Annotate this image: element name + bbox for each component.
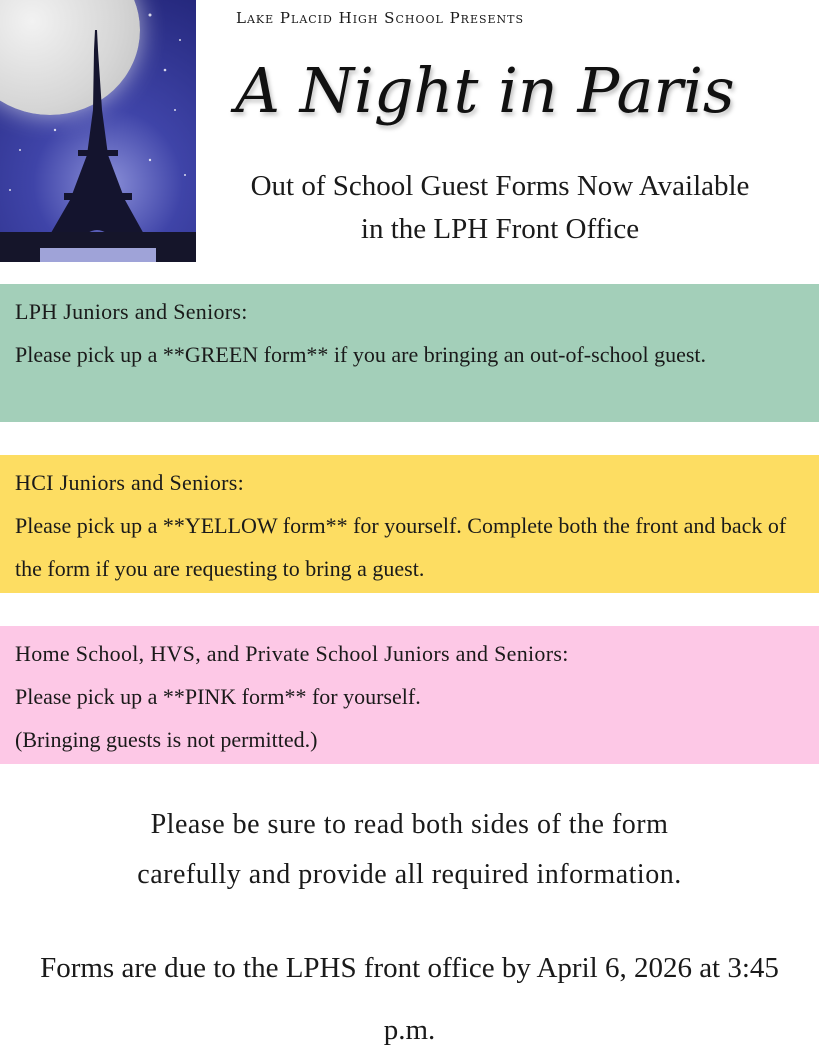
hci-section <box>0 455 819 593</box>
subtitle <box>200 165 800 251</box>
section-heading: Home School, HVS, and Private School Juniors and Seniors: <box>15 641 569 666</box>
section-body: Please pick up a **PINK form** for yourself. <box>15 684 421 709</box>
section-body: Please pick up a **YELLOW form** for yourself. Complete both the front and back of the form if you are requesting to bring a guest. <box>15 513 787 581</box>
eiffel-tower-moon-image <box>0 0 196 262</box>
subtitle-line-2: in the LPH Front Office <box>360 213 640 245</box>
section-heading: LPH Juniors and Seniors: <box>15 299 248 324</box>
event-title: A Night in Paris <box>235 54 735 127</box>
presenter-line: Lake Placid High School Presents <box>236 9 525 27</box>
subtitle-line-1: Out of School Guest Forms Now Available <box>250 170 750 202</box>
lph-section <box>0 284 819 422</box>
reminder-text <box>0 800 819 900</box>
due-date-continued: p.m. <box>383 1014 436 1046</box>
section-note: (Bringing guests is not permitted.) <box>15 727 318 752</box>
section-heading: HCI Juniors and Seniors: <box>15 470 245 495</box>
due-date-text: Forms are due to the LPHS front office by April 6, 2026 at 3:45 <box>40 952 779 984</box>
homeschool-section <box>0 626 819 764</box>
reminder-line-2: carefully and provide all required information. <box>137 859 682 890</box>
section-body: Please pick up a **GREEN form** if you are bringing an out-of-school guest. <box>15 342 707 367</box>
eiffel-tower-icon <box>0 0 196 262</box>
reminder-line-1: Please be sure to read both sides of the form <box>150 809 669 840</box>
